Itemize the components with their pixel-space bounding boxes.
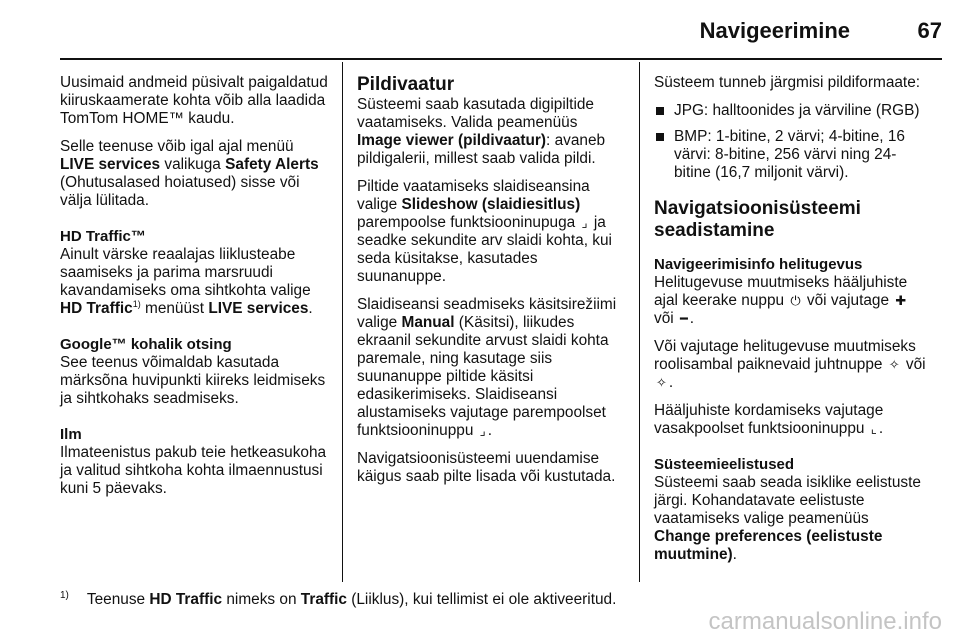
section-heading: Google™ kohalik otsing	[60, 336, 232, 353]
column-1	[60, 74, 328, 508]
paragraph: Navigatsioonisüsteemi uuendamise käigus saab pilte lisada või kustutada.	[357, 450, 616, 485]
right-softkey-icon: ⌟	[581, 215, 588, 230]
footnote-ref: 1)	[132, 298, 141, 309]
section-heading: Navigatsioonisüsteemi seadistamine	[654, 198, 861, 241]
section-heading: Pildivaatur	[357, 74, 455, 95]
column-divider-1	[342, 62, 343, 582]
page-header	[0, 0, 960, 58]
paragraph: Hääljuhiste kordamiseks vajutage vasakpoolset funktsiooninuppu ⌞ .	[654, 402, 884, 437]
footnote: $^{1)}$ Teenuse HD Traffic nimeks on Traffic (Liiklus), kui tellimist ei ole aktiveeritud.	[60, 590, 617, 609]
paragraph: Piltide vaatamiseks slaidiseansina valige Slideshow (slaidiesitlus) parempoolse funktsiooninupuga ⌟ ja seadke sekundite arv slaidi kohta, kui seda küsitakse, kasutades suunanuppe.	[357, 178, 612, 285]
volume-down-icon: ✧	[656, 375, 667, 390]
paragraph: Helitugevuse muutmiseks hääljuhiste ajal keerake nuppu ⏻ või vajutage ✚ või ━ .	[654, 274, 908, 327]
paragraph: Süsteem tunneb järgmisi pildiformaate:	[654, 74, 921, 91]
watermark: carmanualsonline.info	[708, 608, 942, 635]
paragraph: Või vajutage helitugevuse muutmiseks roolisambal paiknevaid juhtnuppe ✧ või ✧ .	[654, 338, 926, 391]
minus-icon: ━	[679, 311, 688, 326]
paragraph: Selle teenuse võib igal ajal menüü LIVE services valikuga Safety Alerts (Ohutusalased hoiatused) sisse või välja lülitada.	[60, 138, 319, 209]
paragraph: Slaidiseansi seadmiseks käsitsirežiimi valige Manual (Käsitsi), liikudes ekraanil sekundite arvust slaidi kohta paremale, ning kasutage siis suunanuppe piltide käsitsi edasikerimiseks. Slaidiseansi alustamiseks vajutage parempoolset funktsiooninuppu ⌟ .	[357, 296, 617, 439]
section-heading: Süsteemieelistused	[654, 456, 795, 473]
footnote-mark: 1)	[60, 590, 69, 601]
column-2	[357, 74, 625, 496]
volume-up-icon: ✧	[888, 357, 900, 372]
list-item: JPG: halltoonides ja värviline (RGB)	[654, 102, 929, 120]
paragraph: Uusimaid andmeid püsivalt paigaldatud kiiruskaamerate kohta võib alla laadida TomTom HOME™ kaudu.	[60, 74, 328, 127]
page-title: Navigeerimine	[699, 18, 850, 43]
paragraph: Ainult värske reaalajas liiklusteabe saamiseks ja parima marsruudi kavandamiseks oma sihtkohta valige HD Traffic$^{1)}$ menüüst LIVE services.	[60, 246, 313, 317]
power-knob-icon: ⏻	[790, 293, 801, 308]
paragraph: Süsteemi saab seada isiklike eelistuste järgi. Kohandatavate eelistuste vaatamiseks valige peamenüüs Change preferences (eelistuste muutmine).	[654, 474, 921, 563]
list-item: BMP: 1-bitine, 2 värvi; 4-bitine, 16 värvi: 8-bitine, 256 värvi ning 24-bitine (16,7 miljonit värvi).	[654, 128, 929, 182]
paragraph: See teenus võimaldab kasutada märksõna huvipunkti kiireks leidmiseks ja sihtkohaks seadmiseks.	[60, 354, 326, 407]
section-heading: HD Traffic™	[60, 228, 146, 245]
section-heading: Ilm	[60, 426, 82, 443]
paragraph: Süsteemi saab kasutada digipiltide vaatamiseks. Valida peamenüüs Image viewer (pildivaatur): avaneb pildigalerii, millest saab valida pildi.	[357, 96, 606, 167]
header-divider	[60, 58, 942, 60]
column-divider-2	[639, 62, 640, 582]
section-heading: Navigeerimisinfo helitugevus	[654, 256, 863, 273]
page-number: 67	[917, 18, 942, 43]
column-3	[654, 74, 929, 574]
paragraph: Ilmateenistus pakub teie hetkeasukoha ja valitud sihtkoha kohta ilmaennustusi kuni 5 päevaks.	[60, 444, 327, 497]
right-softkey-icon: ⌟	[479, 423, 486, 438]
left-softkey-icon: ⌞	[870, 421, 877, 436]
plus-icon: ✚	[895, 293, 907, 308]
